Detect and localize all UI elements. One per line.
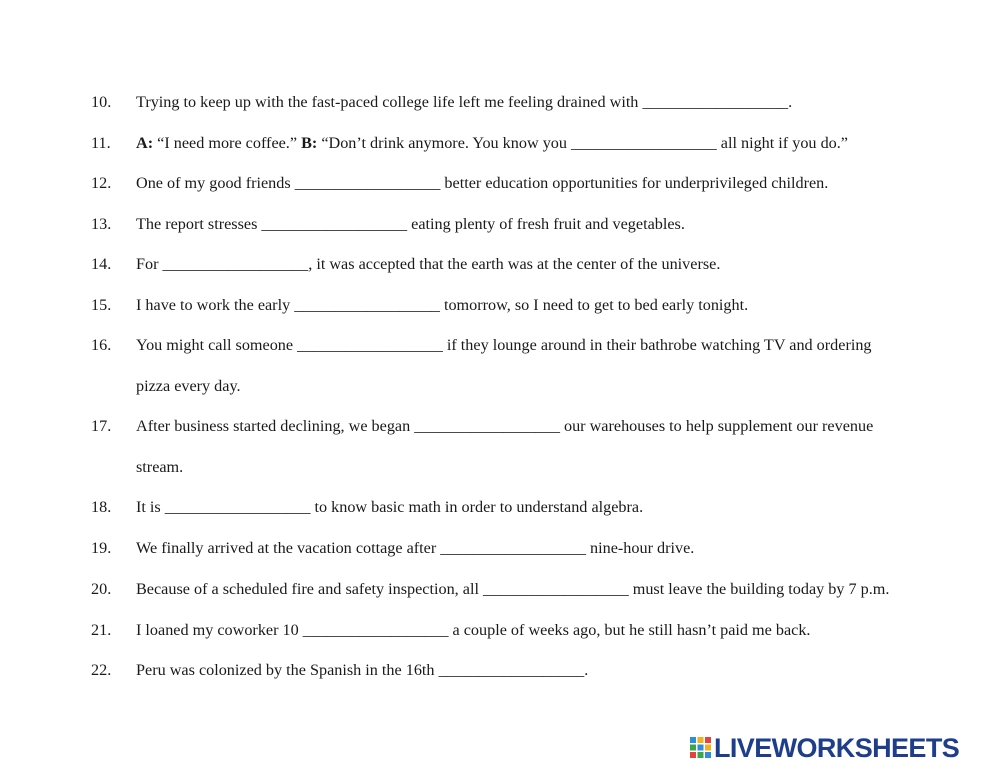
logo-text: LIVEWORKSHEETS: [714, 733, 960, 763]
question-number: 14.: [91, 255, 112, 273]
question-16: [0, 331, 999, 395]
question-number: 15.: [91, 295, 112, 314]
question-text: One of my good friends __________________ better education opportunities for underprivileged children.: [136, 174, 829, 192]
question-text: We finally arrived at the vacation cottage after __________________ nine-hour drive.: [136, 539, 695, 557]
question-13: [0, 210, 999, 238]
question-text-continued: pizza every day.: [136, 376, 241, 395]
speaker-b-line: “Don’t drink anymore. You know you __________________ all night if you do.”: [317, 133, 848, 152]
speaker-a-label: A:: [136, 133, 154, 152]
question-number: 13.: [91, 214, 112, 233]
liveworksheets-logo-icon: [690, 737, 712, 759]
question-text: Peru was colonized by the Spanish in the 16th __________________.: [136, 661, 589, 679]
question-number: 22.: [91, 661, 112, 679]
question-text: Trying to keep up with the fast-paced college life left me feeling drained with __________________.: [136, 93, 793, 111]
question-number: 12.: [91, 174, 112, 192]
question-number: 20.: [91, 580, 112, 598]
question-22: [0, 656, 999, 684]
speaker-b-label: B:: [301, 133, 318, 152]
question-text: Because of a scheduled fire and safety inspection, all __________________ must leave the building today by 7 p.m.: [136, 580, 890, 598]
question-text: It is __________________ to know basic math in order to understand algebra.: [136, 498, 644, 516]
question-number: 11.: [91, 133, 111, 152]
question-number: 21.: [91, 620, 112, 639]
question-15: [0, 291, 999, 319]
question-11: [0, 129, 999, 157]
question-text: After business started declining, we began __________________ our warehouses to help supplement our revenue: [136, 417, 874, 435]
question-text: I loaned my coworker 10 __________________ a couple of weeks ago, but he still hasn’t paid me back.: [136, 620, 811, 639]
question-21: [0, 616, 999, 644]
question-number: 19.: [91, 539, 112, 557]
question-text: [136, 129, 848, 157]
question-17: [0, 412, 999, 476]
question-text: For __________________, it was accepted that the earth was at the center of the universe.: [136, 255, 721, 273]
question-number: 18.: [91, 498, 112, 516]
question-10: [0, 88, 999, 116]
question-text: You might call someone __________________ if they lounge around in their bathrobe watching TV and ordering: [136, 336, 872, 354]
question-text-continued: stream.: [136, 457, 184, 476]
question-number: 17.: [91, 417, 112, 435]
question-20: [0, 575, 999, 603]
question-number: 16.: [91, 336, 112, 354]
question-text: I have to work the early __________________ tomorrow, so I need to get to bed early tonight.: [136, 295, 749, 314]
question-number: 10.: [91, 93, 112, 111]
liveworksheets-logo: [690, 733, 990, 763]
question-18: [0, 493, 999, 521]
question-14: [0, 250, 999, 278]
question-text: The report stresses __________________ eating plenty of fresh fruit and vegetables.: [136, 214, 685, 233]
speaker-a-line: “I need more coffee.”: [153, 133, 302, 152]
question-12: [0, 169, 999, 197]
question-19: [0, 534, 999, 562]
